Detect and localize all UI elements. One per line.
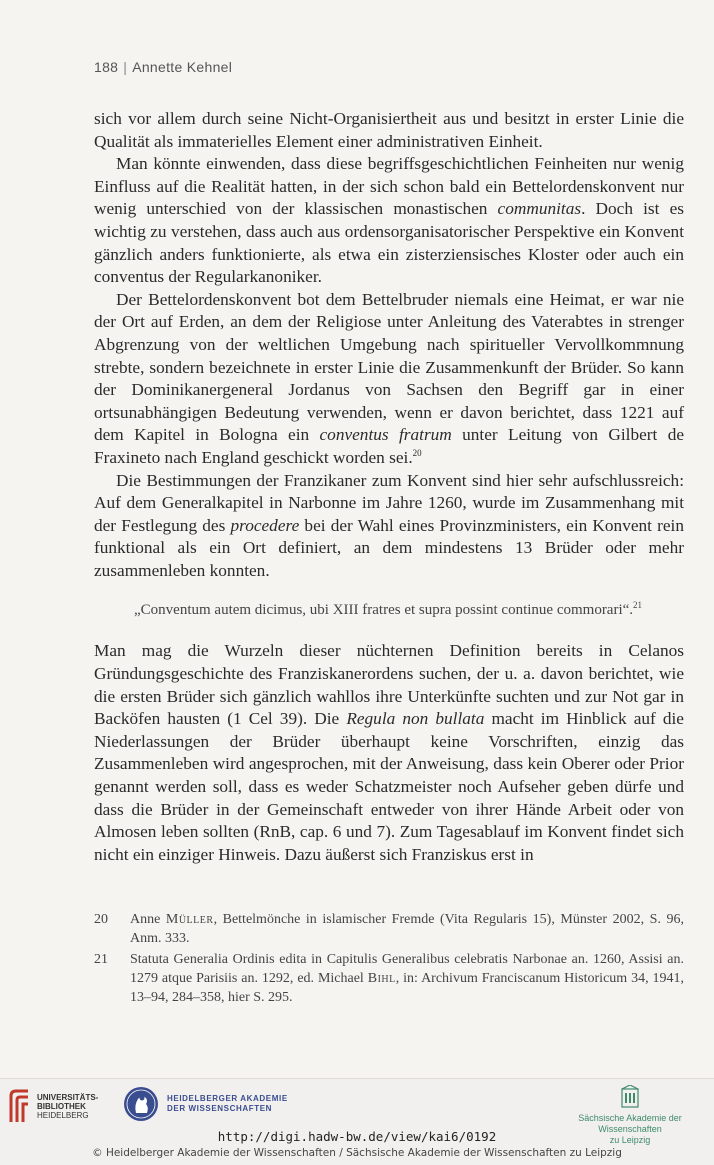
author-name: Annette Kehnel (132, 59, 233, 75)
running-head (94, 59, 232, 75)
paragraph-1-text: sich vor allem durch seine Nicht-Organisiertheit aus und besitzt in erster Linie die Qualität als immaterielles Element einer administrativen Einheit. (94, 109, 684, 151)
footnote-author: Müller (165, 912, 214, 927)
footnote-number: 20 (94, 912, 108, 927)
footnote-text-post: , Bettelmönche in islamischer Fremde (Vita Regularis 15), Münster 2002, S. 96, Anm. 333. (130, 912, 685, 946)
footnote-text-pre: Statuta Generalia Ordinis edita in Capitulis Generalibus celebratis Narbonae an. 1260, Assisi an. 1279 atque Parisiis an. 1292, ed. Michael (130, 952, 684, 986)
saw-emblem-icon (620, 1085, 640, 1109)
paragraph-2-italic: communitas (497, 199, 582, 219)
paragraph-3 (94, 289, 684, 470)
footnote-ref-20[interactable]: 20 (412, 448, 422, 459)
page-number: 188 (94, 59, 119, 75)
paragraph-5-text-a: Man mag die Wurzeln dieser nüchternen Definition bereits in Celanos Gründungsgeschichte des Franziskanerordens suchen, der u. a. davon berichtet, wie die ersten Brüder sich gänzlich wahllos ihre Unterkünfte suchten und zur Not gar in Backöfen hausten (1 Cel 39). Die (94, 641, 684, 729)
hadw-logo[interactable] (123, 1086, 288, 1122)
hadw-line-1: HEIDELBERGER AKADEMIE (167, 1094, 288, 1103)
footnote-text-pre: Anne (130, 912, 166, 927)
footnote-text (130, 910, 684, 948)
paragraph-5-text-b: macht im Hinblick auf die Niederlassungen der Brüder überhaupt keine Vorschriften, einzig das Zusammenleben wird angesprochen, mit der Anweisung, dass kein Oberer oder Prior genannt werden soll, dass es weder Schatzmeister noch Aufseher geben dürfe und dass die Brüder in der Gemeinschaft entweder von ihrer Hände Arbeit oder von Almosen leben sollten (RnB, cap. 6 und 7). Zum Tagesablauf im Konvent findet sich nicht ein einziger Hinweis. Dazu äußerst sich Franziskus erst in (94, 709, 684, 864)
ub-heidelberg-logo[interactable] (8, 1088, 98, 1124)
paragraph-4-text-b: bei der Wahl eines Provinzministers, ein Konvent rein funktional als ein Ort definiert, an dem mindestens 13 Brüder oder mehr zusammenleben konnten. (94, 515, 684, 580)
ub-logo-text (37, 1093, 98, 1120)
footnote-number: 21 (94, 952, 108, 967)
paragraph-2-text-a: Man könnte einwenden, dass diese begriffsgeschichtlichen Feinheiten nur wenig Einfluss auf die Realität hatten, in der sich schon bald ein Bettelordenskonvent nur wenig unterschied von der klassischen monastischen (94, 154, 684, 219)
ub-logo-icon (8, 1088, 32, 1124)
footnote-20 (94, 910, 684, 948)
copyright-notice: © Heidelberger Akademie der Wissenschaften / Sächsische Akademie der Wissenschaften zu Leipzig (92, 1147, 622, 1159)
paragraph-4-text-a: Die Bestimmungen der Franzikaner zum Konvent sind hier sehr aufschlussreich: Auf dem Generalkapitel in Narbonne im Jahre 1260, wurde im Zusammenhang mit der Festlegung des (94, 470, 684, 535)
paragraph-1 (94, 108, 684, 153)
paragraph-3-text-b: unter Leitung von Gilbert de Fraxineto nach England geschickt worden sei. (94, 425, 685, 467)
footnote-text (130, 950, 684, 1007)
paragraph-2-text-b: . Doch ist es wichtig zu verstehen, dass auch aus ordensorganisatorischer Perspektive ein Konvent gänzlich anders funktionierte, als etwa ein zisterziensisches Kloster oder auch ein conventus der Regularkanoniker. (94, 199, 684, 287)
paragraph-3-text-a: Der Bettelordenskonvent bot dem Bettelbruder niemals eine Heimat, er war nie der Ort auf Erden, an dem der Religiose unter Anleitung des Vaterabtes in strenger Abgrenzung von der weltlichen Umgebung nach spiritueller Vervollkommnung strebte, sondern bezeichnete in erster Linie die Zusammenkunft der Brüder. So kann der Dominikanergeneral Jordanus von Sachsen den Begriff gar in einer ortsunabhängigen Bedeutung verwenden, wenn er davon berichtet, dass 1221 auf dem Kapitel in Bologna ein (94, 289, 684, 445)
footnote-author: Bihl (367, 971, 396, 986)
paragraph-3-italic: conventus fratrum (319, 425, 452, 445)
saw-line-2: zu Leipzig (609, 1135, 651, 1145)
ub-line-1: UNIVERSITÄTS- (37, 1092, 99, 1102)
footnote-text-post: , in: Archivum Franciscanum Historicum 34, 1941, 13–94, 284–358, hier S. 295. (130, 971, 685, 1005)
header-separator: | (123, 59, 128, 75)
main-text (94, 108, 684, 866)
ub-line-2: BIBLIOTHEK (37, 1101, 86, 1111)
hadw-line-2: DER WISSENSCHAFTEN (167, 1104, 273, 1113)
permalink-url[interactable]: http://digi.hadw-bw.de/view/kai6/0192 (217, 1129, 497, 1144)
hadw-logo-text (167, 1094, 288, 1114)
footnotes (94, 910, 684, 1009)
footnote-ref-21[interactable]: 21 (633, 600, 643, 611)
saw-line-1: Sächsische Akademie der Wissenschaften (578, 1113, 682, 1134)
ub-line-3: HEIDELBERG (37, 1110, 89, 1120)
paragraph-4 (94, 470, 684, 583)
paragraph-4-italic: procedere (230, 515, 300, 535)
digitization-footer (0, 1078, 714, 1165)
hadw-seal-icon (123, 1086, 159, 1122)
paragraph-5 (94, 640, 684, 866)
block-quote-text: „Conventum autem dicimus, ubi XIII fratres et supra possint continue commorari“. (134, 602, 634, 619)
paragraph-5-italic: Regula non bullata (346, 709, 485, 729)
footnote-21 (94, 950, 684, 1007)
block-quote (134, 600, 684, 620)
paragraph-2 (94, 153, 684, 289)
